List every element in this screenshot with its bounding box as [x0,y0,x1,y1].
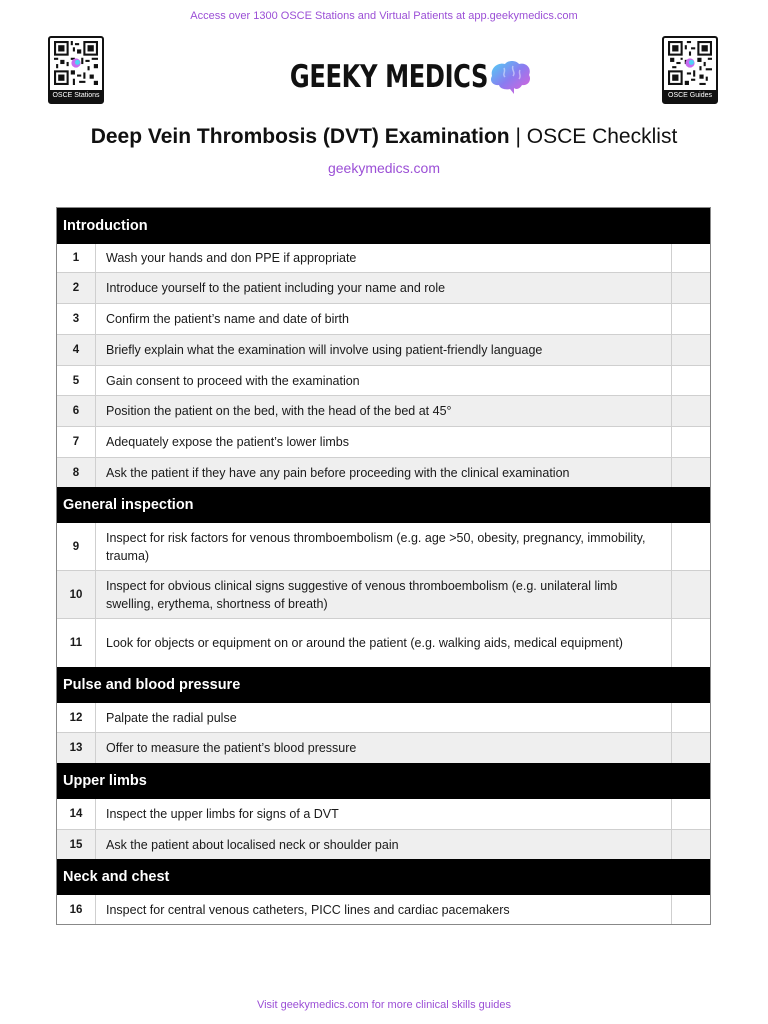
checklist-row [57,395,710,426]
tick-box[interactable] [672,427,710,457]
item-text: Introduce yourself to the patient including your name and role [96,273,672,303]
tick-box[interactable] [672,799,710,829]
item-number: 16 [57,895,96,924]
tick-box[interactable] [672,703,710,732]
item-text: Offer to measure the patient’s blood pressure [96,733,672,763]
checklist-row [57,703,710,732]
item-text: Adequately expose the patient’s lower limbs [96,427,672,457]
item-number: 13 [57,733,96,763]
checklist-row [57,365,710,395]
checklist-row [57,570,710,618]
item-number: 11 [57,619,96,667]
item-text: Look for objects or equipment on or around the patient (e.g. walking aids, medical equipment) [96,619,672,667]
checklist-row [57,618,710,667]
checklist-row [57,829,710,859]
item-number: 1 [57,244,96,272]
item-text: Inspect for obvious clinical signs suggestive of venous thromboembolism (e.g. unilateral limb swelling, erythema, shortness of breath) [96,571,672,618]
tick-box[interactable] [672,244,710,272]
qr-label: OSCE Guides [664,90,716,102]
tick-box[interactable] [672,458,710,487]
section-header: Introduction [57,208,710,244]
tick-box[interactable] [672,830,710,859]
item-text: Ask the patient about localised neck or shoulder pain [96,830,672,859]
checklist-table [56,207,711,925]
item-text: Inspect for risk factors for venous thromboembolism (e.g. age >50, obesity, pregnancy, immobility, trauma) [96,523,672,570]
item-number: 9 [57,523,96,570]
page-title [0,125,768,149]
tick-box[interactable] [672,523,710,570]
tick-box[interactable] [672,571,710,618]
item-number: 7 [57,427,96,457]
item-number: 12 [57,703,96,732]
item-number: 3 [57,304,96,334]
qr-label: OSCE Stations [50,90,102,102]
tick-box[interactable] [672,733,710,763]
tick-box[interactable] [672,366,710,395]
checklist-row [57,272,710,303]
item-text: Palpate the radial pulse [96,703,672,732]
title-separator: | [509,125,527,148]
item-number: 4 [57,335,96,365]
tick-box[interactable] [672,396,710,426]
item-text: Inspect the upper limbs for signs of a DVT [96,799,672,829]
geeky-medics-logo [0,58,768,96]
checklist-row [57,732,710,763]
section-header: General inspection [57,487,710,523]
item-text: Briefly explain what the examination will involve using patient-friendly language [96,335,672,365]
item-number: 8 [57,458,96,487]
checklist-row [57,523,710,570]
checklist-row [57,244,710,272]
promo-link[interactable]: Access over 1300 OSCE Stations and Virtual Patients at app.geekymedics.com [190,10,578,22]
section-header: Upper limbs [57,763,710,799]
tick-box[interactable] [672,273,710,303]
item-text: Confirm the patient’s name and date of birth [96,304,672,334]
item-number: 6 [57,396,96,426]
tick-box[interactable] [672,895,710,924]
item-text: Ask the patient if they have any pain before proceeding with the clinical examination [96,458,672,487]
logo-text: GEEKY MEDICS [289,59,488,95]
item-number: 14 [57,799,96,829]
item-number: 10 [57,571,96,618]
site-link[interactable]: geekymedics.com [327,160,441,176]
checklist-row [57,457,710,487]
item-text: Inspect for central venous catheters, PICC lines and cardiac pacemakers [96,895,672,924]
checklist-row [57,334,710,365]
title-bold: Deep Vein Thrombosis (DVT) Examination [90,125,510,148]
item-text: Position the patient on the bed, with the head of the bed at 45° [96,396,672,426]
tick-box[interactable] [672,335,710,365]
brain-logo-icon [486,58,534,96]
footer-link[interactable]: Visit geekymedics.com for more clinical skills guides [256,999,512,1011]
title-light: OSCE Checklist [526,125,678,148]
item-number: 5 [57,366,96,395]
section-header: Neck and chest [57,859,710,895]
tick-box[interactable] [672,304,710,334]
section-header: Pulse and blood pressure [57,667,710,703]
checklist-row [57,426,710,457]
item-text: Wash your hands and don PPE if appropriate [96,244,672,272]
tick-box[interactable] [672,619,710,667]
item-number: 15 [57,830,96,859]
item-text: Gain consent to proceed with the examination [96,366,672,395]
item-number: 2 [57,273,96,303]
checklist-row [57,303,710,334]
checklist-row [57,799,710,829]
checklist-row [57,895,710,924]
